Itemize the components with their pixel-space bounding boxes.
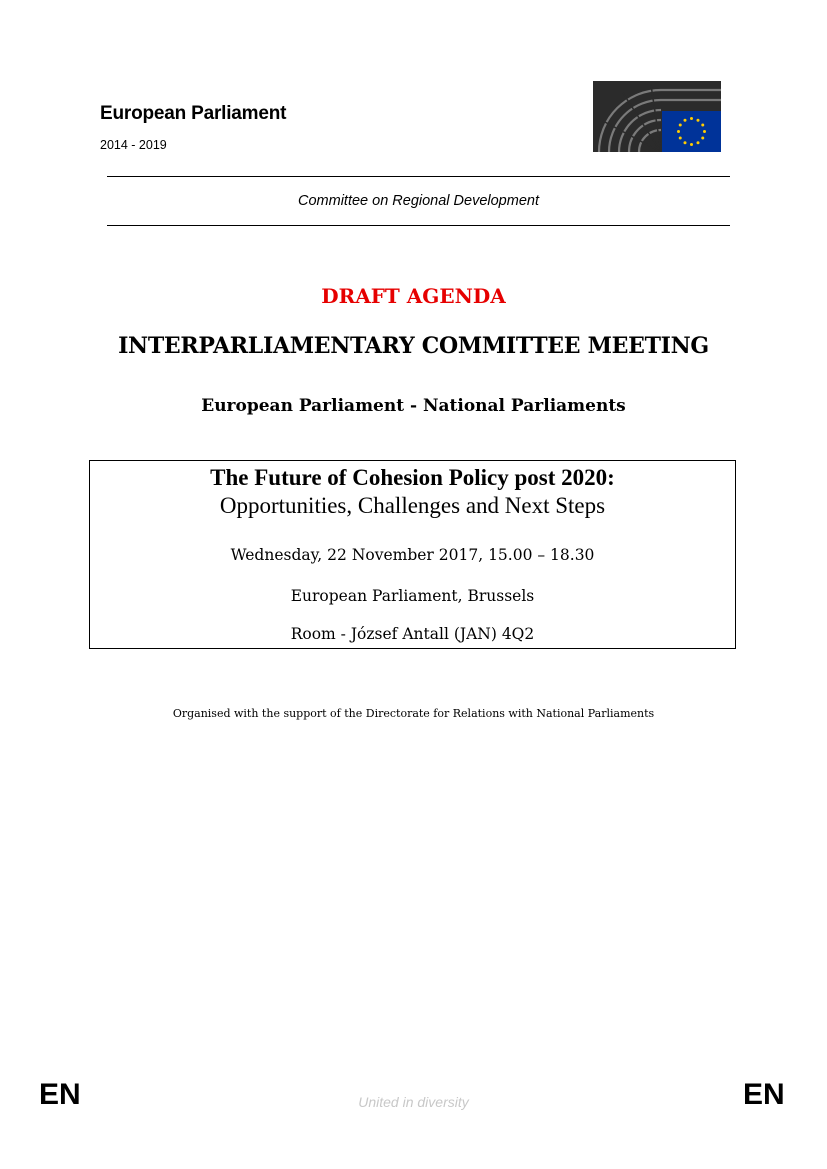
header-rule-top <box>107 176 730 177</box>
language-code-left: EN <box>39 1078 81 1111</box>
event-date-time: Wednesday, 22 November 2017, 15.00 – 18.30 <box>230 546 595 564</box>
event-room: Room - József Antall (JAN) 4Q2 <box>290 625 535 643</box>
eu-star-icon <box>684 141 687 144</box>
eu-star-icon <box>684 119 687 122</box>
event-title: The Future of Cohesion Policy post 2020: <box>210 465 615 490</box>
eu-star-icon <box>697 141 700 144</box>
parliamentary-term: 2014 - 2019 <box>100 138 167 152</box>
header-rule-bottom <box>107 225 730 226</box>
eu-star-icon <box>677 130 680 133</box>
language-code-right: EN <box>743 1078 785 1111</box>
event-venue: European Parliament, Brussels <box>290 587 535 605</box>
eu-star-icon <box>697 119 700 122</box>
eu-star-icon <box>679 137 682 140</box>
european-parliament-logo <box>593 81 721 152</box>
event-subtitle: Opportunities, Challenges and Next Steps <box>219 493 606 518</box>
agenda-label: DRAFT AGENDA <box>321 284 506 308</box>
meeting-title: INTERPARLIAMENTARY COMMITTEE MEETING <box>118 333 709 359</box>
eu-star-icon <box>701 137 704 140</box>
org-name: European Parliament <box>100 103 287 124</box>
committee-name: Committee on Regional Development <box>298 193 539 209</box>
meeting-subtitle: European Parliament - National Parliaments <box>201 396 626 416</box>
eu-star-icon <box>690 143 693 146</box>
motto: United in diversity <box>358 1094 469 1110</box>
event-box <box>89 460 736 649</box>
eu-star-icon <box>690 117 693 120</box>
eu-star-icon <box>701 124 704 127</box>
eu-star-icon <box>703 130 706 133</box>
eu-star-icon <box>679 124 682 127</box>
support-note: Organised with the support of the Directorate for Relations with National Parliaments <box>172 707 655 720</box>
